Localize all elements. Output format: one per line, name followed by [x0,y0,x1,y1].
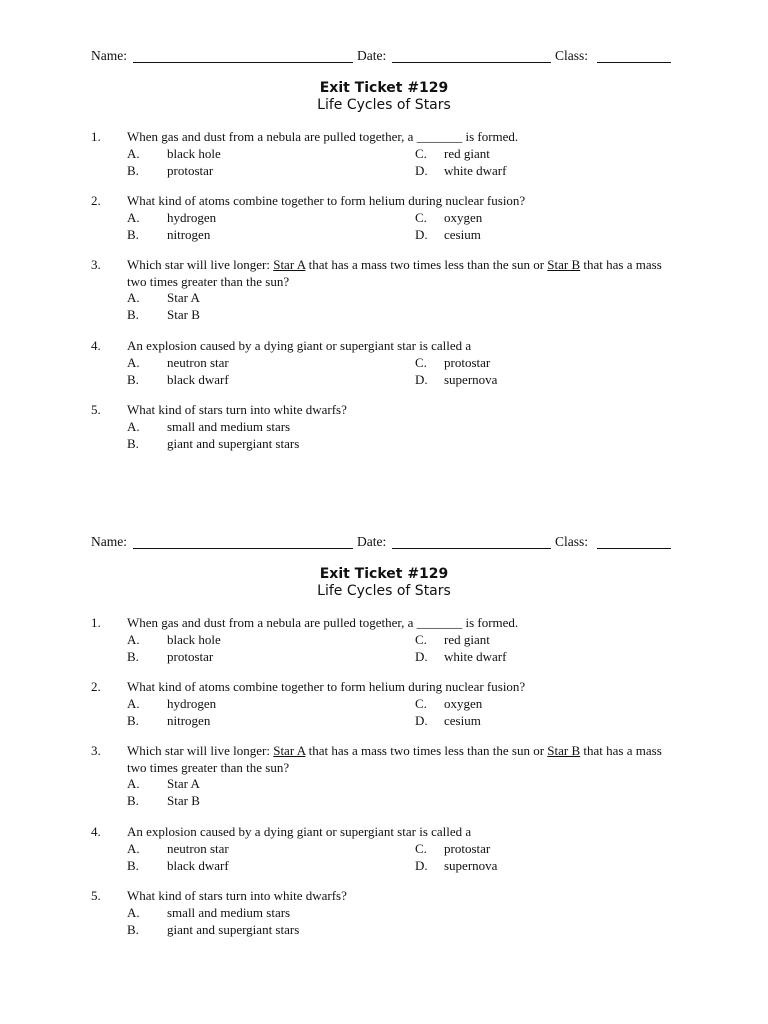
option-c[interactable]: red giant [444,146,490,161]
question-number: 1. [91,129,101,144]
question-number: 4. [91,824,101,839]
option-letter: A. [127,419,140,434]
option-letter: A. [127,210,140,225]
option-c[interactable]: protostar [444,355,491,370]
option-a[interactable]: hydrogen [167,696,217,711]
question-number: 2. [91,679,101,694]
option-letter: C. [415,841,427,856]
question-text: Which star will live longer: Star A that has a mass two times less than the sun or Star B that has a mass two times greater than the sun? [127,257,662,289]
question-text: What kind of stars turn into white dwarfs? [127,402,347,417]
date-label: Date: [357,534,387,549]
option-b[interactable]: giant and supergiant stars [167,922,300,937]
name-label: Name: [91,48,127,63]
student-info-line [91,47,671,65]
class-label: Class: [555,534,589,549]
option-letter: C. [415,355,427,370]
class-field-blank[interactable] [597,62,671,63]
option-letter: A. [127,632,140,647]
question-text: What kind of stars turn into white dwarfs? [127,888,347,903]
option-b[interactable]: protostar [167,163,214,178]
question-number: 5. [91,888,101,903]
name-label: Name: [91,534,127,549]
option-letter: B. [127,713,139,728]
ticket-title: Exit Ticket #129 [319,80,449,96]
date-label: Date: [357,48,387,63]
option-letter: A. [127,696,140,711]
student-info-line [91,533,671,551]
option-letter: B. [127,307,139,322]
ticket-subtitle: Life Cycles of Stars [317,583,451,599]
option-letter: C. [415,146,427,161]
option-b[interactable]: Star B [167,793,200,808]
option-c[interactable]: oxygen [444,210,483,225]
option-a[interactable]: small and medium stars [167,419,291,434]
option-letter: C. [415,632,427,647]
option-d[interactable]: white dwarf [444,163,507,178]
star-b-underlined: Star B [547,257,581,272]
option-letter: A. [127,146,140,161]
option-letter: D. [415,713,428,728]
ticket-subtitle: Life Cycles of Stars [317,97,451,113]
option-letter: C. [415,210,427,225]
option-d[interactable]: supernova [444,372,498,387]
option-d[interactable]: supernova [444,858,498,873]
option-a[interactable]: hydrogen [167,210,217,225]
question-text: When gas and dust from a nebula are pulled together, a _______ is formed. [127,129,519,144]
option-a[interactable]: black hole [167,632,221,647]
option-letter: B. [127,372,139,387]
option-letter: B. [127,793,139,808]
question-text: Which star will live longer: Star A that has a mass two times less than the sun or Star B that has a mass two times greater than the sun? [127,743,662,775]
question-number: 3. [91,257,101,272]
option-letter: C. [415,696,427,711]
option-a[interactable]: neutron star [167,841,229,856]
option-d[interactable]: cesium [444,713,481,728]
question-number: 5. [91,402,101,417]
option-letter: B. [127,922,139,937]
star-b-underlined: Star B [547,743,581,758]
option-letter: D. [415,858,428,873]
option-b[interactable]: protostar [167,649,214,664]
option-letter: B. [127,163,139,178]
option-b[interactable]: nitrogen [167,713,211,728]
option-b[interactable]: black dwarf [167,372,229,387]
option-letter: D. [415,649,428,664]
option-letter: B. [127,649,139,664]
option-a[interactable]: black hole [167,146,221,161]
option-b[interactable]: black dwarf [167,858,229,873]
option-b[interactable]: nitrogen [167,227,211,242]
option-letter: A. [127,841,140,856]
option-letter: A. [127,905,140,920]
option-letter: A. [127,290,140,305]
option-a[interactable]: Star A [167,290,200,305]
question-number: 3. [91,743,101,758]
option-a[interactable]: Star A [167,776,200,791]
option-c[interactable]: oxygen [444,696,483,711]
question-text: An explosion caused by a dying giant or supergiant star is called a [127,824,472,839]
star-a-underlined: Star A [273,743,306,758]
option-letter: A. [127,776,140,791]
option-b[interactable]: Star B [167,307,200,322]
question-number: 1. [91,615,101,630]
option-letter: D. [415,372,428,387]
option-c[interactable]: red giant [444,632,490,647]
question-number: 4. [91,338,101,353]
option-letter: B. [127,227,139,242]
option-c[interactable]: protostar [444,841,491,856]
option-d[interactable]: cesium [444,227,481,242]
option-b[interactable]: giant and supergiant stars [167,436,300,451]
class-field-blank[interactable] [597,548,671,549]
option-a[interactable]: small and medium stars [167,905,291,920]
exit-ticket-bottom [0,486,768,972]
question-text: An explosion caused by a dying giant or supergiant star is called a [127,338,472,353]
date-field-blank[interactable] [392,62,551,63]
question-text: What kind of atoms combine together to form helium during nuclear fusion? [127,679,526,694]
option-letter: D. [415,227,428,242]
option-letter: A. [127,355,140,370]
date-field-blank[interactable] [392,548,551,549]
option-letter: B. [127,858,139,873]
question-text: What kind of atoms combine together to form helium during nuclear fusion? [127,193,526,208]
ticket-title: Exit Ticket #129 [319,566,449,582]
option-letter: B. [127,436,139,451]
option-a[interactable]: neutron star [167,355,229,370]
option-d[interactable]: white dwarf [444,649,507,664]
star-a-underlined: Star A [273,257,306,272]
class-label: Class: [555,48,589,63]
option-letter: D. [415,163,428,178]
question-number: 2. [91,193,101,208]
exit-ticket-top [0,0,768,486]
name-field-blank[interactable] [133,548,353,549]
name-field-blank[interactable] [133,62,353,63]
question-text: When gas and dust from a nebula are pulled together, a _______ is formed. [127,615,519,630]
